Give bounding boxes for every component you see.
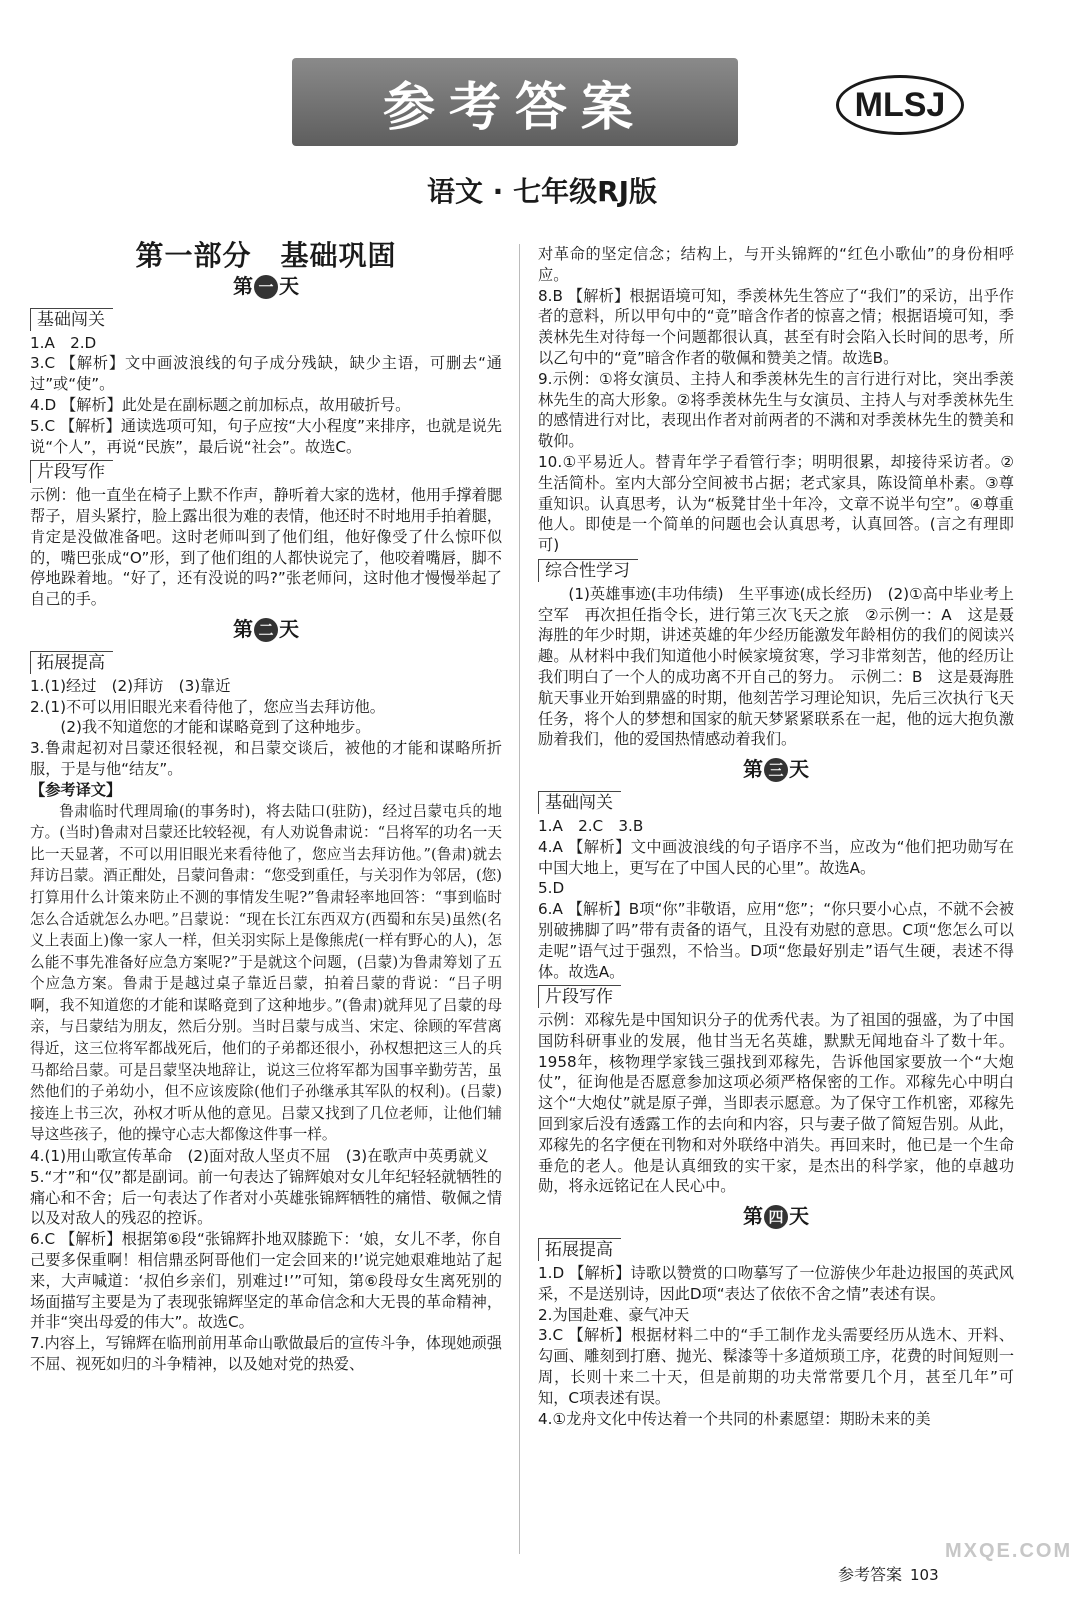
- brand-logo: MLSJ: [836, 75, 964, 135]
- writing-sample: 示例：邓稼先是中国知识分子的优秀代表。为了祖国的强盛，为了中国国防科研事业的发展，他甘当无名英雄，默默无闻地奋斗了数十年。1958年，核物理学家钱三强找到邓稼先，告诉他国家要放一个“大炮仗”，征询他是否愿意参加这项必须严格保密的工作。邓稼先心中明白这个“大炮仗”就是原子弹，当即表示愿意。为了保守工作机密，邓稼先回到家后没有透露工作的去向和内容，只与妻子做了简短告别。从此，邓稼先的名字便在刊物和对外联络中消失。再回来时，他已是一个生命垂危的老人。他是认真细致的实干家，是杰出的科学家，他的卓越功勋，将永远铭记在人民心中。: [538, 1011, 1014, 1196]
- answer-item: (1)英雄事迹(丰功伟绩) 生平事迹(成长经历) (2)①高中毕业考上空军 再次担任指令长，进行第三次飞天之旅 ②示例一：A 这是聂海胜的年少时期，讲述英雄的年少经历能激发年龄相仿的我们的阅读兴趣。从材料中我们知道他小时候家境贫寒，学习非常刻苦，他的经历让我们明白了一个人的成功离不开自己的努力。 示例二：B 这是聂海胜航天事业开始到鼎盛的时期，他刻苦学习理论知识，先后三次执行飞天任务，将个人的梦想和国家的航天梦紧紧联系在一起，他的远大抱负激励着我们，他的爱国热情感动着我们。: [538, 584, 1014, 749]
- answer-item: 1.A 2.C 3.B: [538, 816, 644, 835]
- part-title: 第一部分 基础巩固: [135, 239, 397, 272]
- section-label: 综合性学习: [538, 559, 638, 582]
- writing-sample: 示例：他一直坐在椅子上默不作声，静听着大家的选材，他用手撑着腮帮子，眉头紧拧，脸上露出很为难的表情，他还时不时地用手拍着腿，肯定是没做准备吧。这时老师叫到了他们组，他好像受了什么惊吓似的，嘴巴张成“O”形，到了他们组的人都快说完了，他咬着嘴唇，脚不停地跺着地。“好了，还有没说的吗?”张老师问，这时他才慢慢举起了自己的手。: [30, 486, 502, 609]
- answer-item: 6.A 【解析】B项“你”非敬语，应用“您”；“你只要小心点，不就不会被别破拂脚了吗”带有责备的语气，且没有劝慰的意思。C项“您怎么可以走呢”语气过于强烈，不恰当。D项“您最好别走”语气生硬，表述不得体。故选A。: [538, 900, 1014, 981]
- day-number-badge: 三: [764, 758, 788, 782]
- answer-item: 7.内容上，写锦辉在临刑前用革命山歌做最后的宣传斗争，体现她顽强不屈、视死如归的斗争精神，以及她对党的热爱、: [30, 1334, 502, 1373]
- answer-item: 1.D 【解析】诗歌以赞赏的口吻摹写了一位游侠少年赴边报国的英武风采，不是送别诗，因此D项“表达了依依不舍之情”表述有误。: [538, 1264, 1014, 1303]
- section-label: 拓展提高: [30, 651, 113, 674]
- answer-item: 5.“才”和“仅”都是副词。前一句表达了锦辉娘对女儿年纪轻轻就牺牲的痛心和不舍；后一句表达了作者对小英雄张锦辉牺牲的痛惜、敬佩之情以及对敌人的残忍的控诉。: [30, 1167, 502, 1228]
- section-label: 基础闯关: [538, 791, 621, 814]
- section-label: 片段写作: [30, 460, 113, 483]
- day-heading-1: 第 一 天: [233, 273, 299, 298]
- footer-label: 参考答案: [838, 1565, 903, 1584]
- day-number-badge: 二: [254, 618, 278, 642]
- answer-item: 8.B 【解析】根据语境可知，季羡林先生答应了“我们”的采访，出乎作者的意料，所以甲句中的“竟”暗含作者的惊喜之情；根据语境可知，季羡林先生对待每一个问题都很认真，甚至有时会陷入长时间的思考，所以乙句中的“竟”暗含作者的敬佩和赞美之情。故选B。: [538, 286, 1014, 367]
- section-label: 拓展提高: [538, 1238, 621, 1261]
- translation-label: 【参考译文】: [30, 780, 122, 799]
- column-divider: [519, 244, 520, 1554]
- answer-item: 3.C 【解析】根据材料二中的“手工制作龙头需要经历从选木、开料、勾画、雕刻到打磨、抛光、髹漆等十多道烦琐工序，花费的时间短则一周，长则十来二十天，但是前期的功夫常常要几个月，甚至几年”可知，C项表述有误。: [538, 1326, 1014, 1407]
- answer-item: 对革命的坚定信念；结构上，与开头锦辉的“红色小歌仙”的身份相呼应。: [538, 245, 1014, 284]
- answer-item: 1.(1)经过 (2)拜访 (3)靠近: [30, 676, 231, 695]
- answer-item: 9.示例：①将女演员、主持人和季羡林先生的言行进行对比，突出季羡林先生的高大形象。②将季羡林先生与女演员、主持人与对季羡林先生的感情进行对比，表现出作者对前两者的不满和对季羡林先生的赞美和敬仰。: [538, 369, 1014, 451]
- day-heading-2: 第 二 天: [233, 616, 299, 641]
- day-heading-4: 第 四 天: [743, 1204, 809, 1229]
- day-heading-3: 第 三 天: [743, 757, 809, 782]
- answer-item: 2.为国赴难、豪气冲天: [538, 1305, 690, 1324]
- answer-item: 5.C 【解析】通读选项可知，句子应按“大小程度”来排序，也就是说先说“个人”，再说“民族”，最后说“社会”。故选C。: [30, 416, 502, 456]
- left-column: [30, 239, 502, 1375]
- answer-item: 3.C 【解析】文中画波浪线的句子成分残缺，缺少主语，可删去“通过”或“使”。: [30, 354, 502, 394]
- answer-item: 10.①平易近人。替青年学子看管行李；明明很累，却接待采访者。②生活简朴。室内大部分空间被书占据；老式家具，陈设简单朴素。③尊重知识。认真思考，认为“板凳甘坐十年冷，文章不说半句空”。④尊重他人。即使是一个简单的问题也会认真思考，认真回答。(言之有理即可): [538, 452, 1014, 555]
- day-number-badge: 一: [254, 275, 278, 299]
- translation-text: 鲁肃临时代理周瑜(的事务时)，将去陆口(驻防)，经过吕蒙屯兵的地方。(当时)鲁肃对吕蒙还比较轻视，有人劝说鲁肃说：“吕将军的功名一天比一天显著，不可以用旧眼光来看待他了，您应当去拜访他。”(鲁肃)就去拜访吕蒙。酒正酣处，吕蒙问鲁肃：“您受到重任，与关羽作为邻居，(您)打算用什么计策来防止不测的事情发生呢?”鲁肃轻率地回答：“事到临时怎么合适就怎么办吧。”吕蒙说：“现在长江东西双方(西蜀和东吴)虽然(名义上表面上)像一家人一样，但关羽实际上是像熊虎(一样有野心的人)，怎么能不事先准备好应急方案呢?”于是就这个问题，(吕蒙)为鲁肃筹划了五个应急方案。鲁肃于是越过桌子靠近吕蒙，拍着吕蒙的背说：“吕子明啊，我不知道您的才能和谋略竟到了这种地步。”(鲁肃)就拜见了吕蒙的母亲，与吕蒙结为朋友，然后分别。当时吕蒙与成当、宋定、徐顾的军营离得近，这三位将军都战死后，他们的子弟都还很小，孙权想把这三人的兵马都给吕蒙。可是吕蒙坚决地辞让，说这三位将军都为国事辛勤劳苦，虽然他们的子弟幼小，但不应该废除(他们子孙继承其军队的权利)。(吕蒙)接连上书三次，孙权才听从他的意见。吕蒙又找到了几位老师，让他们辅导这些孩子，他的操守心志大都像这件事一样。: [30, 802, 502, 1144]
- answer-item: 6.C 【解析】根据第⑥段“张锦辉扑地双膝跪下：‘娘，女儿不孝，你自己要多保重啊！相信鼎丞阿哥他们一定会回来的!’说完她艰难地站了起来，大声喊道：‘叔伯乡亲们，别难过!’”可知，第⑥段母女生离死别的场面描写主要是为了表现张锦辉坚定的革命信念和大无畏的革命精神，并非“突出母爱的伟大”。故选C。: [30, 1230, 502, 1332]
- page-footer: [838, 1562, 939, 1585]
- answer-item: (2)我不知道您的才能和谋略竟到了这种地步。: [60, 718, 371, 737]
- title-banner: [292, 58, 738, 146]
- section-label: 片段写作: [538, 985, 621, 1008]
- answer-item: 1.A 2.D: [30, 333, 97, 352]
- page-number: 103: [910, 1566, 939, 1584]
- answer-item: 5.D: [538, 879, 565, 898]
- section-label: 基础闯关: [30, 308, 113, 331]
- answer-item: 4.①龙舟文化中传达着一个共同的朴素愿望：期盼未来的美: [538, 1409, 931, 1428]
- page-title: 参考答案: [382, 77, 647, 138]
- day-number-badge: 四: [764, 1205, 788, 1229]
- answer-item: 4.A 【解析】文中画波浪线的句子语序不当，应改为“他们把功勋写在中国大地上，更写在了中国人民的心里”。故选A。: [538, 837, 1014, 877]
- subject-heading: 语文 · 七年级RJ版: [426, 175, 658, 208]
- answer-item: 2.(1)不可以用旧眼光来看待他了，您应当去拜访他。: [30, 697, 385, 716]
- watermark: MXQE.COM: [945, 1540, 1073, 1562]
- right-column: [538, 244, 1014, 1429]
- answer-item: 4.(1)用山歌宣传革命 (2)面对敌人坚贞不屈 (3)在歌声中英勇就义: [30, 1147, 489, 1166]
- answer-item: 4.D 【解析】此处是在副标题之前加标点，故用破折号。: [30, 395, 411, 414]
- answer-item: 3.鲁肃起初对吕蒙还很轻视，和吕蒙交谈后，被他的才能和谋略所折服，于是与他“结友”。: [30, 739, 502, 778]
